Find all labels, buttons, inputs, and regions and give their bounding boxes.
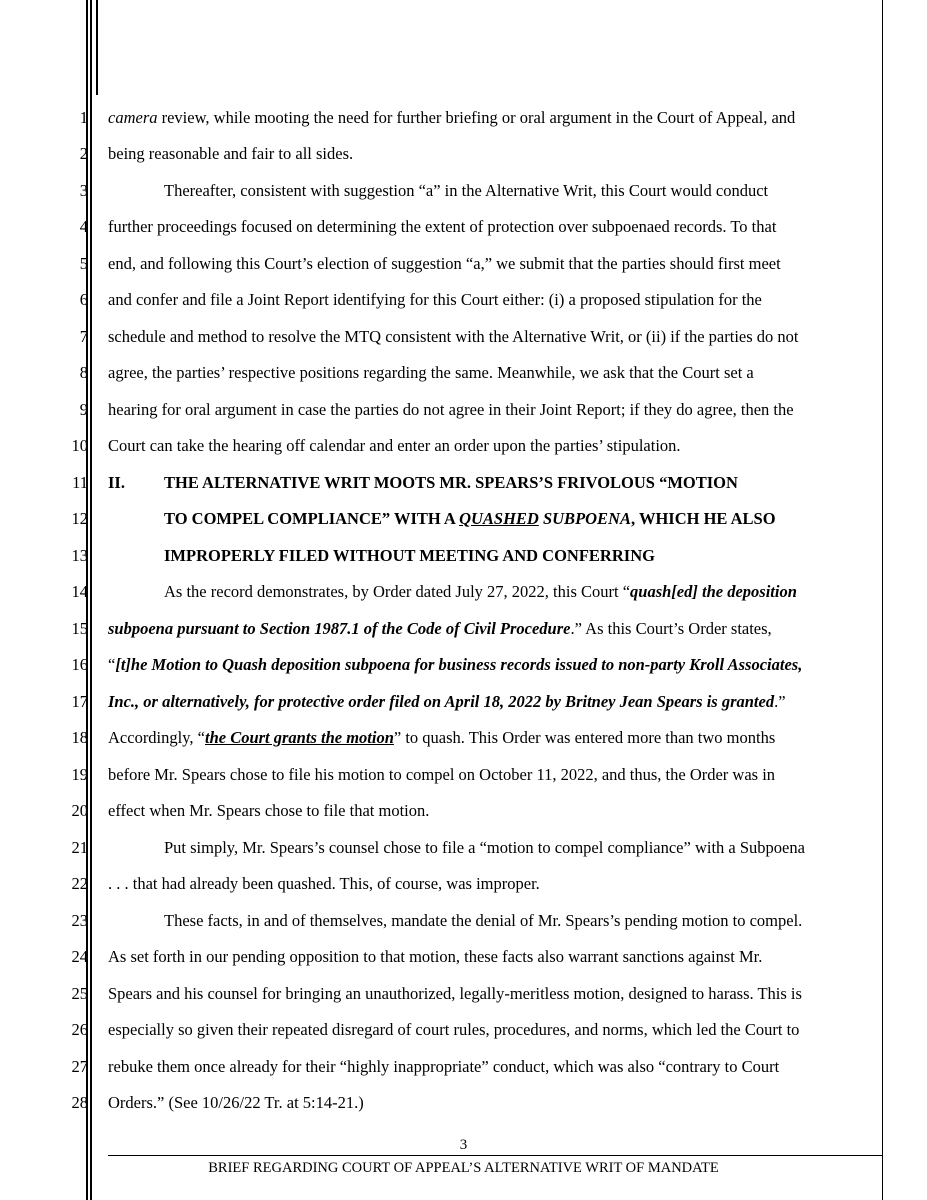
- line-text: Put simply, Mr. Spears’s counsel chose to file a “motion to compel compliance” with a Subpoena: [164, 838, 805, 857]
- text-line: [108, 436, 898, 456]
- text-line: [108, 327, 898, 347]
- text-line: [108, 947, 898, 967]
- line-number: 17: [71, 692, 88, 711]
- line-number: 8: [79, 363, 88, 382]
- line-number: 22: [71, 874, 88, 893]
- line-text: “: [108, 655, 116, 674]
- line-number: 14: [71, 582, 88, 601]
- line-number: 21: [71, 838, 88, 857]
- page-number: 3: [459, 1137, 468, 1153]
- line-text: .” As this Court’s Order states,: [570, 619, 772, 638]
- line-number: 3: [79, 181, 88, 200]
- line-text: before Mr. Spears chose to file his motion to compel on October 11, 2022, and thus, the Order was in: [108, 765, 776, 784]
- text-line: [108, 254, 898, 274]
- text-line: [108, 984, 898, 1004]
- order-quote: [t]he Motion to Quash deposition subpoena for business records issued to non-party Kroll Associates,: [115, 655, 803, 674]
- emphasis-subpoena: SUBPOENA: [542, 509, 631, 528]
- line-text: Orders.” (See 10/26/22 Tr. at 5:14-21.): [108, 1093, 364, 1112]
- line-text: As the record demonstrates, by Order dated July 27, 2022, this Court “: [164, 582, 631, 601]
- line-number: 23: [71, 911, 88, 930]
- text-line: [108, 582, 898, 602]
- line-text: effect when Mr. Spears chose to file that motion.: [108, 801, 430, 820]
- line-text: . . . that had already been quashed. This, of course, was improper.: [108, 874, 540, 893]
- line-text: ” to quash. This Order was entered more than two months: [393, 728, 776, 747]
- text-line: [108, 801, 898, 821]
- line-text: Thereafter, consistent with suggestion “a” in the Alternative Writ, this Court would conduct: [164, 181, 769, 200]
- order-quote-underlined: the Court grants the motion: [204, 728, 394, 747]
- line-number: 19: [71, 765, 88, 784]
- line-number: 26: [71, 1020, 88, 1039]
- line-text: especially so given their repeated disregard of court rules, procedures, and norms, which led the Court to: [108, 1020, 800, 1039]
- line-number: 10: [71, 436, 88, 455]
- section-number: II.: [108, 473, 125, 492]
- line-text: As set forth in our pending opposition to that motion, these facts also warrant sanctions against Mr.: [108, 947, 763, 966]
- order-quote: quash[ed] the deposition: [630, 582, 797, 601]
- line-text: Spears and his counsel for bringing an unauthorized, legally-meritless motion, designed to harass. This is: [108, 984, 802, 1003]
- line-number: 11: [72, 473, 88, 492]
- line-text: These facts, in and of themselves, mandate the denial of Mr. Spears’s pending motion to compel.: [164, 911, 803, 930]
- line-text: end, and following this Court’s election of suggestion “a,” we submit that the parties should first meet: [108, 254, 781, 273]
- line-number: 24: [71, 947, 88, 966]
- line-number: 20: [71, 801, 88, 820]
- text-line: [108, 874, 898, 894]
- line-text: Accordingly, “: [108, 728, 205, 747]
- text-line: [108, 655, 898, 675]
- section-heading-text: THE ALTERNATIVE WRIT MOOTS MR. SPEARS’S FRIVOLOUS “MOTION: [164, 473, 738, 492]
- text-line: [108, 692, 898, 712]
- margin-rule-left-short: [96, 0, 98, 95]
- line-text: rebuke them once already for their “highly inappropriate” conduct, which was also “contrary to Court: [108, 1057, 780, 1076]
- order-quote: Inc., or alternatively, for protective order filed on April 18, 2022 by Britney Jean Spears is granted: [108, 692, 775, 711]
- text-line: [108, 108, 898, 128]
- line-number: 12: [71, 509, 88, 528]
- line-number: 7: [79, 327, 88, 346]
- text-line: [108, 290, 898, 310]
- line-number: 15: [71, 619, 88, 638]
- text-line: [108, 217, 898, 237]
- emphasis-quashed: QUASHED: [459, 509, 539, 528]
- line-text: Court can take the hearing off calendar and enter an order upon the parties’ stipulation.: [108, 436, 681, 455]
- line-number: 1: [79, 108, 88, 127]
- line-text: agree, the parties’ respective positions regarding the same. Meanwhile, we ask that the Court set a: [108, 363, 754, 382]
- text-line: [108, 1057, 898, 1077]
- line-text: hearing for oral argument in case the parties do not agree in their Joint Report; if they do agree, then the: [108, 400, 794, 419]
- text-line: [108, 838, 898, 858]
- section-heading-text: TO COMPEL COMPLIANCE” WITH A: [164, 509, 460, 528]
- line-text: further proceedings focused on determining the extent of protection over subpoenaed records. To that: [108, 217, 777, 236]
- text-line: [108, 1093, 898, 1113]
- text-line: [108, 911, 898, 931]
- line-text: and confer and file a Joint Report identifying for this Court either: (i) a proposed stipulation for the: [108, 290, 762, 309]
- brief-body: [108, 0, 898, 1120]
- text-line: [108, 1020, 898, 1040]
- italic-term: camera: [108, 108, 158, 127]
- line-number: 25: [71, 984, 88, 1003]
- line-text: schedule and method to resolve the MTQ consistent with the Alternative Writ, or (ii) if the parties do not: [108, 327, 799, 346]
- line-text: review, while mooting the need for further briefing or oral argument in the Court of Appeal, and: [157, 108, 796, 127]
- line-number: 16: [71, 655, 88, 674]
- document-footer-title: BRIEF REGARDING COURT OF APPEAL’S ALTERNATIVE WRIT OF MANDATE: [208, 1160, 719, 1176]
- line-text: being reasonable and fair to all sides.: [108, 144, 354, 163]
- text-line: [108, 181, 898, 201]
- footer-rule: [108, 1155, 882, 1156]
- text-line: [108, 400, 898, 420]
- line-number-column: [0, 0, 92, 1200]
- line-number: 4: [79, 217, 88, 236]
- line-number: 18: [71, 728, 88, 747]
- text-line: [108, 765, 898, 785]
- line-number: 28: [71, 1093, 88, 1112]
- line-number: 5: [79, 254, 88, 273]
- text-line: [108, 363, 898, 383]
- line-number: 2: [79, 144, 88, 163]
- line-text: .”: [774, 692, 786, 711]
- text-line: [108, 619, 898, 639]
- line-number: 27: [71, 1057, 88, 1076]
- line-number: 9: [79, 400, 88, 419]
- order-quote: subpoena pursuant to Section 1987.1 of the Code of Civil Procedure: [108, 619, 571, 638]
- text-line: [108, 728, 898, 748]
- section-heading-text: , WHICH HE ALSO: [631, 509, 776, 528]
- line-number: 13: [71, 546, 88, 565]
- text-line: [108, 144, 898, 164]
- line-number: 6: [79, 290, 88, 309]
- section-heading-text: IMPROPERLY FILED WITHOUT MEETING AND CONFERRING: [164, 546, 655, 565]
